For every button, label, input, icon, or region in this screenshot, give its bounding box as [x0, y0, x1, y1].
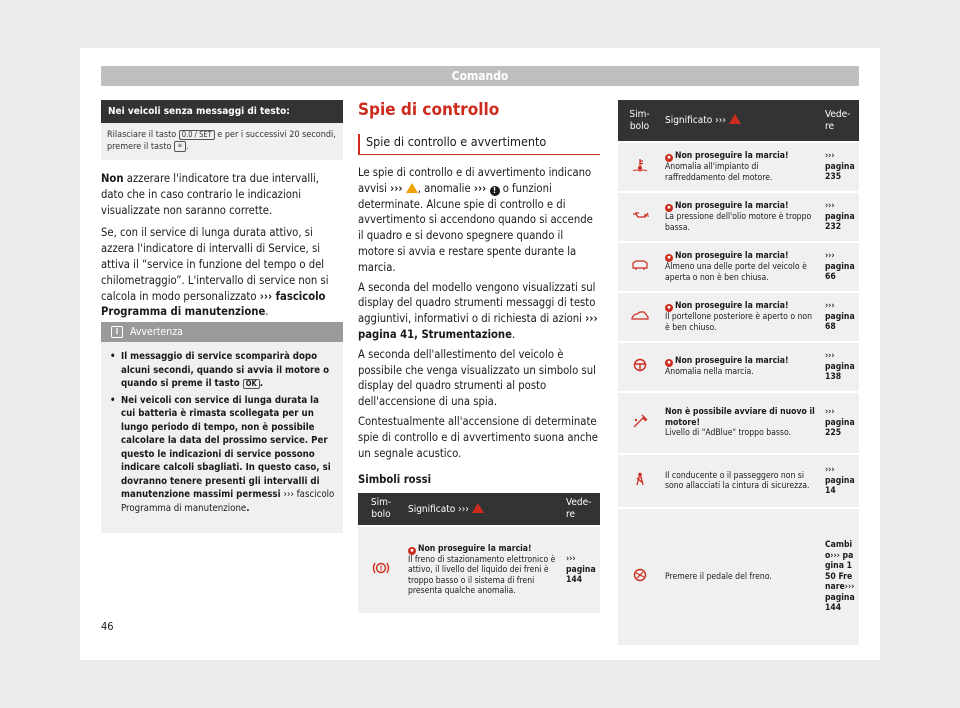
note-text: e per i successivi 20 secondi, premere il tasto	[107, 130, 336, 152]
table-row	[618, 192, 859, 242]
col-header-ref: Vede-re	[562, 493, 600, 526]
table-row	[618, 292, 859, 342]
text: .	[246, 502, 250, 514]
meaning-cell	[661, 508, 821, 645]
warning-triangle-icon	[472, 503, 484, 513]
text: azzerare l'indicatore tra due intervalli, dato che in caso contrario le indicazioni visualizzate non saranno corrette.	[101, 172, 319, 217]
press-brake-pedal-icon	[618, 508, 661, 645]
row-title: Non è possibile avviare di nuovo il motore!	[665, 407, 815, 428]
row-title: Non proseguire la marcia!	[418, 543, 532, 554]
steering-fault-icon	[618, 342, 661, 392]
table-header-row	[618, 100, 859, 142]
table-row	[618, 508, 859, 645]
seatbelt-icon	[618, 454, 661, 508]
page-reference[interactable]: ››› pagina 66	[821, 242, 859, 292]
paragraph: A seconda dell'allestimento del veicolo è possibile che venga visualizzato un simbolo sul display del quadro strumenti al posto dell'accensione di una spia.	[358, 347, 596, 409]
note-box	[101, 100, 343, 160]
paragraph	[358, 280, 600, 343]
mid-symbol-table	[358, 493, 600, 613]
coolant-temperature-icon	[618, 142, 661, 192]
row-text: Anomalia all'impianto di raffreddamento del motore.	[665, 162, 773, 183]
table-row	[618, 142, 859, 192]
page-reference[interactable]: ››› pagina 235	[821, 142, 859, 192]
text: A seconda del modello vengono visualizzati sul display del quadro strumenti messaggi di testo aggiuntivi, informativi o di richiesta di azioni	[358, 280, 596, 326]
text: Significato ›››	[665, 115, 726, 126]
stop-icon: ⏹	[665, 304, 673, 312]
text: Significato ›››	[408, 503, 469, 515]
stop-icon: ⏹	[408, 547, 416, 555]
note-title: Nei veicoli senza messaggi di testo:	[101, 100, 343, 123]
table-header-row	[358, 493, 600, 526]
meaning-cell	[661, 242, 821, 292]
stop-icon: ⏹	[665, 154, 673, 162]
note-text: Rilasciare il tasto	[107, 130, 179, 140]
meaning-cell	[661, 454, 821, 508]
meaning-cell	[661, 392, 821, 454]
col-header-ref: Vede-re	[821, 100, 859, 142]
col-header-meaning	[404, 493, 562, 526]
text: .	[265, 305, 269, 319]
ok-key-icon: OK	[243, 379, 260, 389]
note-body	[101, 123, 343, 160]
section-title: Spie di controllo	[358, 100, 500, 120]
text: Il messaggio di service scomparirà dopo alcuni secondi, quando si avvia il motore o quando si preme il tasto	[121, 351, 330, 389]
page-reference[interactable]: ››› pagina 225	[821, 392, 859, 454]
col-header-meaning	[661, 100, 821, 142]
page-number: 46	[101, 620, 114, 633]
text: Se, con il service di lunga durata attivo, si azzera l'indicatore di intervalli di Service, si attiva il “service in funzione del tempo o del chilometraggio”. L'intervallo di service non si calcola in modo personalizzato	[101, 226, 329, 303]
row-text: Livello di "AdBlue" troppo basso.	[665, 428, 791, 439]
meaning-cell	[661, 342, 821, 392]
page-reference[interactable]: ››› pagina 232	[821, 192, 859, 242]
warning-triangle-icon	[406, 183, 418, 193]
exclamation-icon: !	[490, 186, 500, 196]
page-reference[interactable]: ››› pagina 144	[562, 526, 600, 613]
paragraph: Contestualmente all'accensione di determinate spie di controllo e di avvertimento suona anche un segnale acustico.	[358, 414, 598, 460]
svg-text:!: !	[379, 564, 383, 573]
text: .	[511, 327, 516, 341]
text: Nei veicoli con service di lunga durata la cui batteria è rimasta scollegata per un lungo periodo di tempo, non è possibile calcolare la data del prossimo service. Per questo le indicazioni di service possono indicare calcoli sbagliati. In questo caso, si dovranno tenere presenti gli intervalli di manutenzione massimi permessi	[121, 394, 331, 500]
table-row	[618, 242, 859, 292]
paragraph	[358, 165, 600, 276]
left-column	[101, 171, 343, 327]
door-open-icon	[618, 242, 661, 292]
col-header-symbol: Sim-bolo	[358, 493, 404, 526]
row-text: Premere il pedale del freno.	[665, 571, 772, 582]
row-title: Non proseguire la marcia!	[675, 356, 789, 367]
warning-body	[101, 342, 343, 515]
right-symbol-table	[618, 100, 859, 645]
warning-bullet	[113, 394, 335, 516]
meaning-cell	[661, 192, 821, 242]
row-text: Il freno di stazionamento elettronico è attivo, il livello del liquido dei freni è troppo basso o il sistema di freni presenta qualche anomalia.	[408, 554, 556, 596]
text: o funzioni determinate. Alcune spie di controllo e di avvertimento si accendono quando si accende il quadro e si devono spegnere quando il motore si avvia e restare spente durante la marcia.	[358, 181, 593, 274]
set-key-icon: 0.0 / SET	[179, 130, 215, 140]
paragraph	[101, 171, 343, 218]
info-icon: i	[111, 326, 123, 338]
row-text: Anomalia nella marcia.	[665, 367, 754, 378]
stop-icon: ⏹	[665, 359, 673, 367]
warning-box	[101, 322, 343, 533]
note-text: .	[185, 142, 189, 152]
text: , anomalie	[417, 181, 474, 195]
row-text: Il conducente o il passeggero non si sono allacciati la cintura di sicurezza.	[665, 470, 810, 491]
table-row	[618, 454, 859, 508]
page-reference[interactable]: ››› pagina 14	[821, 454, 859, 508]
cross-reference-link[interactable]: ››› pagina 41, Strumentazione	[358, 312, 598, 341]
row-text: Almeno una delle porte del veicolo è aperta o non è ben chiusa.	[665, 262, 807, 283]
brake-icon	[358, 526, 404, 613]
paragraph	[101, 225, 343, 320]
cross-reference-link[interactable]: ››› fascicolo Programma di manutenzione	[101, 289, 326, 319]
adblue-icon	[618, 392, 661, 454]
page-reference[interactable]: ››› pagina 138	[821, 342, 859, 392]
row-title: Non proseguire la marcia!	[675, 201, 789, 211]
stop-icon: ⏹	[665, 254, 673, 262]
page-reference[interactable]: Cambio››› pagina 150 Frenare››› pagina 144	[821, 508, 859, 645]
warning-bullet	[113, 350, 335, 391]
page-reference[interactable]: ››› pagina 68	[821, 292, 859, 342]
col-header-symbol: Sim-bolo	[618, 100, 661, 142]
page-header: Comando	[101, 66, 859, 86]
text: .	[259, 378, 263, 389]
row-title: Non proseguire la marcia!	[675, 251, 789, 261]
arrows: ›››	[390, 181, 403, 195]
table-row	[358, 526, 600, 613]
row-text: La pressione dell'olio motore è troppo bassa.	[665, 212, 812, 233]
row-text: Il portellone posteriore è aperto o non è ben chiuso.	[665, 312, 813, 333]
middle-column	[358, 165, 600, 465]
stop-icon: ⏹	[665, 204, 673, 212]
warning-triangle-icon	[729, 114, 741, 124]
emphasis: Non	[101, 172, 124, 185]
text: Le spie di controllo e di avvertimento indicano avvisi	[358, 166, 592, 195]
tailgate-open-icon	[618, 292, 661, 342]
row-title: Non proseguire la marcia!	[675, 301, 789, 311]
meaning-cell	[404, 526, 562, 613]
section-subtitle: Spie di controllo e avvertimento	[358, 134, 600, 155]
cross-reference-link[interactable]: ››› fascicolo Programma di manutenzione	[121, 489, 335, 514]
symbols-heading: Simboli rossi	[358, 473, 432, 486]
warning-header	[101, 322, 343, 342]
table-row	[618, 392, 859, 454]
menu-button-icon: ≡	[174, 141, 186, 152]
oil-pressure-icon	[618, 192, 661, 242]
warning-title: Avvertenza	[130, 326, 183, 338]
arrows: ›››	[473, 181, 487, 195]
table-row	[618, 342, 859, 392]
row-title: Non proseguire la marcia!	[675, 151, 789, 161]
meaning-cell	[661, 292, 821, 342]
meaning-cell	[661, 142, 821, 192]
